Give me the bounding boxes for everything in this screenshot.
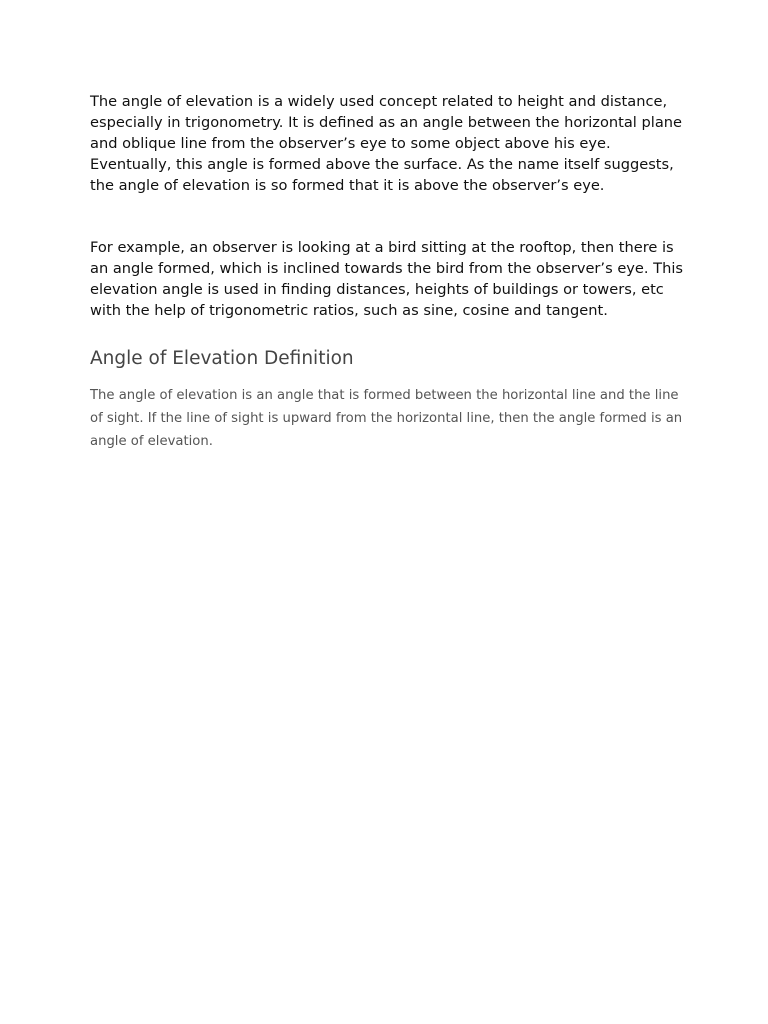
definition-paragraph: The angle of elevation is an angle that is formed between the horizontal line and the line of sight. If the line of sight is upward from the horizontal line, then the angle formed is an angle of elevation. <box>90 388 683 449</box>
document-page <box>90 91 690 453</box>
section-heading: Angle of Elevation Definition <box>90 348 354 369</box>
example-paragraph: For example, an observer is looking at a bird sitting at the rooftop, then there is an angle formed, which is inclined towards the bird from the observer’s eye. This elevation angle is used in finding distances, heights of buildings or towers, etc with the help of trigonometric ratios, such as sine, cosine and tangent. <box>90 239 684 319</box>
intro-paragraph: The angle of elevation is a widely used concept related to height and distance, especially in trigonometry. It is defined as an angle between the horizontal plane and oblique line from the observer’s eye to some object above his eye. Eventually, this angle is formed above the surface. As the name itself suggests, the angle of elevation is so formed that it is above the observer’s eye. <box>90 93 682 194</box>
